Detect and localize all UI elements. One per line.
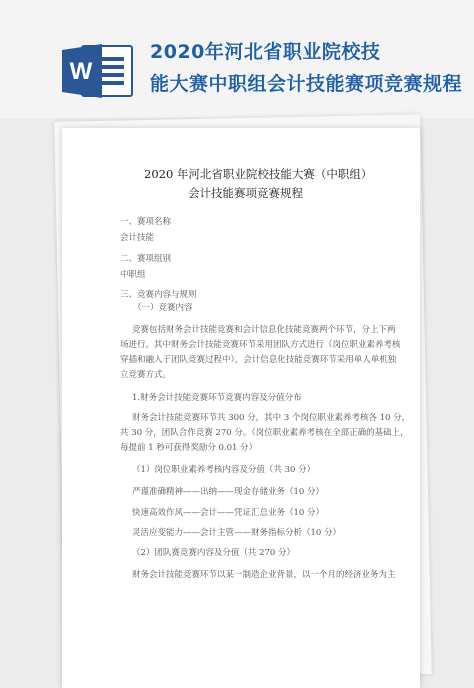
document-title-line1: 2020年河北省职业院校技 (150, 41, 381, 63)
paragraph-line: 穿插和融入于团队竞赛过程中），会计信息化技能竞赛环节采用单人单机独 (120, 355, 397, 365)
paragraph-line: 财务会计技能竞赛环节以某一制造企业背景，以一个月的经济业务为主 (132, 570, 396, 580)
section-heading-group: 二、赛项组别 (120, 254, 172, 264)
paragraph-line: 竞赛包括财务会计技能竞赛和会计信息化技能竞赛两个环节，分上下两 (132, 325, 396, 335)
paragraph-line: 每提前 1 秒可获得奖励分 0.01 分） (120, 443, 258, 453)
document-page (62, 128, 420, 688)
paragraph-line: 财务会计技能竞赛环节共 300 分，其中 3 个岗位职业素养考核各 10 分， (132, 413, 411, 423)
subsection-heading: （一）竞赛内容 (133, 303, 193, 313)
paragraph-line: 场进行。其中财务会计技能竞赛环节采用团队方式进行（岗位职业素养考核 (120, 340, 401, 350)
section-value-group: 中职组 (120, 270, 146, 280)
section-value-name: 会计技能 (120, 233, 155, 243)
page-title-line2: 会计技能赛项竞赛规程 (188, 186, 303, 200)
sub-item-heading: （1）岗位职业素养考核内容及分值（共 30 分） (132, 465, 316, 475)
section-heading-content: 三、竞赛内容与规则 (120, 290, 197, 300)
document-title-line2: 能大赛中职组会计技能赛项竞赛规程 (150, 73, 463, 95)
item-heading: 1.财务会计技能竞赛环节竞赛内容及分值分布 (132, 393, 302, 403)
word-icon-letter: W (69, 58, 93, 85)
list-item: 严谨准确精神——出纳——现金存储业务（10 分） (132, 487, 325, 497)
sub-item-heading: （2）团队赛竞赛内容及分值（共 270 分） (132, 548, 296, 558)
word-icon (62, 42, 134, 100)
header-banner (0, 0, 474, 118)
page-title-line1: 2020 年河北省职业院校技能大赛（中职组） (144, 167, 373, 181)
list-item: 快速高效作风——会计——凭证汇总业务（10 分） (132, 508, 325, 518)
document-title (150, 36, 470, 100)
paragraph-line: 共 30 分，团队合作竞赛 270 分。（岗位职业素养考核在全部正确的基础上， (120, 428, 409, 438)
section-heading-name: 一、赛项名称 (120, 217, 172, 227)
paragraph-line: 立竞赛方式。 (120, 370, 172, 380)
list-item: 灵活应变能力——会计主管——财务指标分析（10 分） (132, 528, 342, 538)
